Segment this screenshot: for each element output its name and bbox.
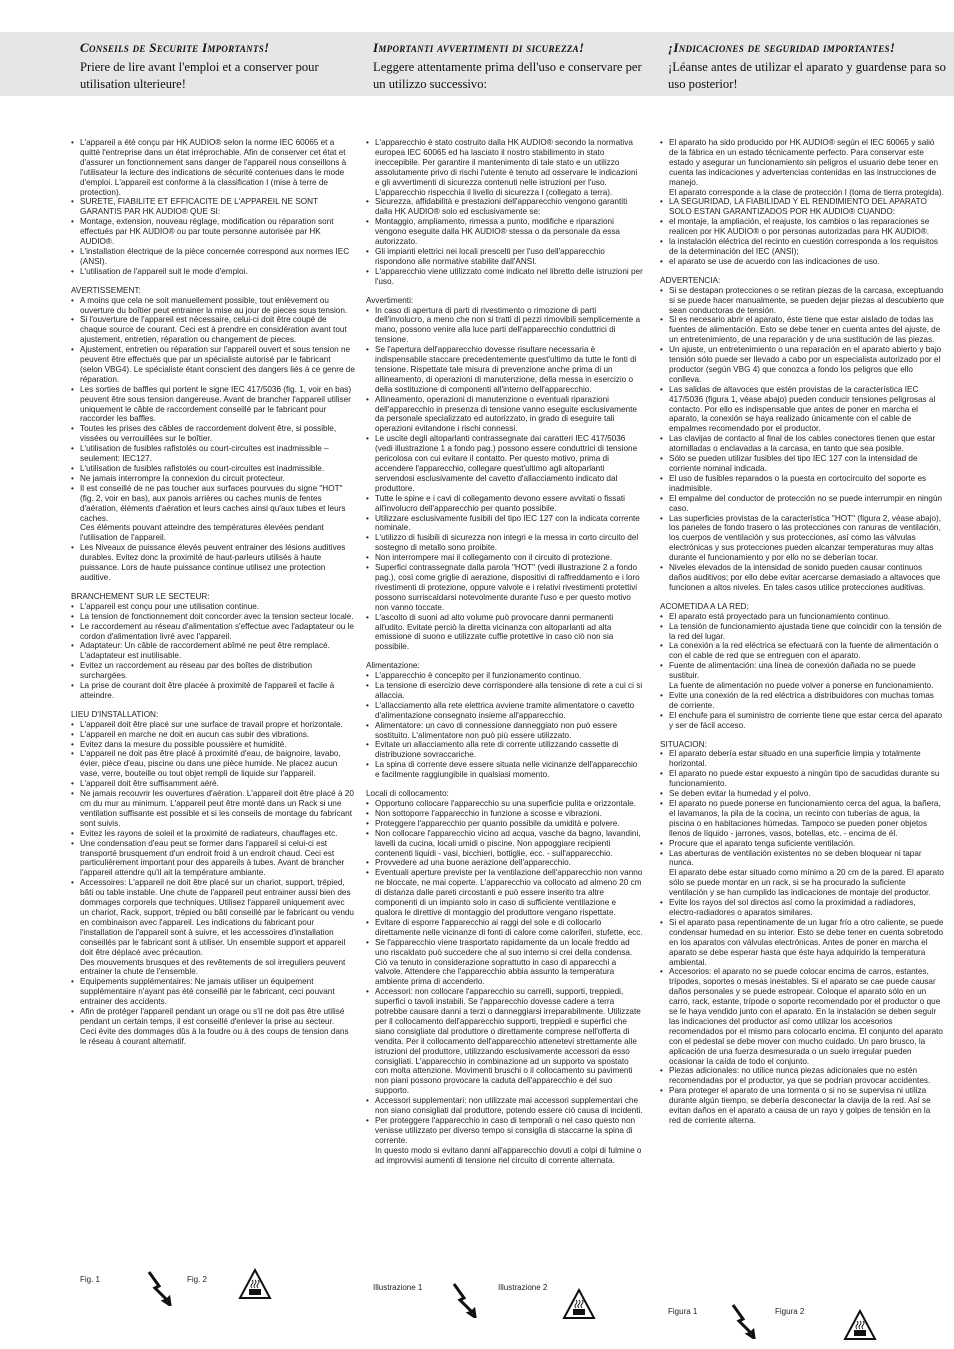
paragraph: • Evitez un raccordement au réseau par des boîtes de distribution surchargées.	[71, 661, 355, 681]
paragraph: • Evitare di esporre l'apparecchio ai raggi del sole e di collocarlo direttamente nelle vicinanze di fonti di calore come caloriferi, stufette, ecc.	[366, 918, 644, 938]
figure-1-label-fr: Fig. 1	[80, 1275, 101, 1284]
paragraph: • L'installation électrique de la pièce concernée correspond aux normes IEC (ANSI).	[71, 247, 355, 267]
paragraph: • Ajustement, entretien ou réparation sur l'appareil ouvert et sous tension ne peuvent être effectués que par un spécialiste autorisé par le fabricant (selon VBG4). Le spécialiste étant conscient des dangers liés à ce genre de réparation.	[71, 345, 355, 385]
paragraph: • Equipements supplémentaires: Ne jamais utiliser un équipement supplémentaire n'ayant pas été conseillé par le fabricant, ceci pouvant entrainer des accidents.	[71, 977, 355, 1007]
paragraph: In questo modo si evitano danni all'apparecchio dovuti a colpi di fulmine o ad improvvisi aumenti di tensione nel circuito di corrente alternata.	[375, 1145, 642, 1165]
paragraph: • Afin de protéger l'appareil pendant un orage ou s'il ne doit pas être utilisé pendant un certain temps, il est conseillé d'enlever la prise au secteur.	[71, 1007, 355, 1027]
paragraph: • Procure que el aparato tenga suficiente ventilación.	[660, 839, 944, 849]
paragraph: • Une condensation d'eau peut se former dans l'appareil si celui-ci est transporté brusquement d'un endroit froid à un endroit chaud. Ceci est particulièrement important pour des appareils à tubes. Avant de brancher l'appareil attendre qu'il ait la température ambiante.	[71, 839, 355, 879]
figure-2-label-es: Figura 2	[775, 1307, 805, 1316]
lightning-bolt-icon	[730, 1303, 756, 1339]
paragraph: • Superfici contrassegnate dalla parola "HOT" (vedi illustrazione 2 a fondo pag.), così come griglie di aerazione, dispositivi di raffreddamento e i loro rivestimenti di protezione, oppure valvole e i relativi rivestimenti protettivi possono surriscaldarsi notevolmente durante l'uso e per questo motivo non vanno toccate.	[366, 563, 644, 613]
lightning-bolt-icon	[146, 1270, 172, 1306]
paragraph: El aparato corresponde a la clase de protección I (toma de tierra protegida).	[669, 187, 944, 197]
section-heading: ACOMETIDA A LA RED:	[660, 601, 749, 611]
section-gap	[71, 277, 355, 286]
paragraph: • SURETE, FIABILITE ET EFFICACITE DE L'APPAREIL NE SONT GARANTIS PAR HK AUDIO® QUE SI:	[71, 197, 355, 217]
paragraph: • Niveles elevados de la intensidad de sonido pueden causar continuos daños auditivos; por ello debe evitar acercarse demasiado a altavoces que funcionen a altos niveles. En tales casos utilice protecciones auditivas.	[660, 563, 944, 593]
paragraph: • La tension de fonctionnement doit concorder avec la tension secteur locale.	[71, 612, 355, 622]
paragraph: • L'utilizzo di fusibili di sicurezza non integri e la messa in corto circuito del sostegno di metallo sono proibite.	[366, 533, 644, 553]
paragraph: • Opportuno collocare l'apparecchio su una superficie pulita e orizzontale.	[366, 799, 644, 809]
section-gap	[366, 287, 644, 296]
section-gap	[660, 593, 944, 602]
section-heading: LIEU D'INSTALLATION:	[71, 709, 159, 719]
paragraph: • L'allacciamento alla rete elettrica avviene tramite alimentatore o cavetto d'alimentazione consegnato insieme all'apparecchio.	[366, 701, 644, 721]
paragraph: • Accesorios: el aparato no se puede colocar encima de carros, estantes, trípodes, soportes o mesas inestables. Si el aparato se cae puede causar daños personales y se puede estropear. Coloque el aparato sólo en un carro, rack, estante, trípode o soporte recomendado por el productor o que se le haya vendido junto con el aparato. En la instalación se deben seguir las indicaciones del productor así como utilizar los accesorios recomendados por el mismo para colocarlo encima. El conjunto del aparato con el pedestal se debe mover con mucho cuidado. Un paro brusco, la aplicación de una fuerza desmesurada o un suelo irregular pueden ocasionar la caída de todo el conjunto.	[660, 967, 944, 1066]
paragraph: • L'appareil doit être suffisamment aéré.	[71, 779, 355, 789]
header-fr	[80, 40, 360, 93]
paragraph: • Montaggio, ampliamento, rimessa a punto, modifiche e riparazioni vengono eseguite dalla HK AUDIO® stessa o da personale da essa autorizzato.	[366, 217, 644, 247]
section-heading: SITUACION:	[660, 739, 707, 749]
paragraph: • Las aberturas de ventilación existentes no se deben bloquear ni tapar nunca.	[660, 849, 944, 869]
hot-surface-warning-icon	[238, 1268, 272, 1300]
section-heading: Alimentazione:	[366, 661, 420, 671]
paragraph: • Non collocare l'apparecchio vicino ad acqua, vasche da bagno, lavandini, lavelli da cucina, locali umidi o piscine. Non appoggiare recipienti contenenti liquidi - vasi, bicchieri, bottiglie, ecc. - sull'apparecchio.	[366, 829, 644, 859]
paragraph: • L'apparecchio è stato costruito dalla HK AUDIO® secondo la normativa europea IEC 60065 ed ha lasciato il nostro stabilimento in stato ineccepibile. Per garantire il mantenimento di tale stato e un utilizzo assolutamente privo di rischi l'utente è tenuto ad osservare le indicazioni e gli avvertimenti di sicurezza contenuti nelle istruzioni per l'uso. L'apparecchio rispecchia il livello di sicurezza I (collegato a terra).	[366, 138, 644, 197]
paragraph: • Sicurezza, affidabilità e prestazioni dell'apparecchio vengono garantiti dalla HK AUDIO® solo ed esclusivamente se:	[366, 197, 644, 217]
paragraph: • L'utilisation de l'appareil suit le mode d'emploi.	[71, 267, 355, 277]
figure-2-label-it: Illustrazione 2	[498, 1283, 548, 1292]
paragraph: • Accessori supplementari: non utilizzate mai accessori supplementari che non siano consigliati dal produttore, potendo essere ciò causa di incidenti.	[366, 1096, 644, 1116]
paragraph: • Si l'ouverture de l'appareil est nécessaire, celui-ci doit être coupé de chaque source de courant. Ceci est à prendre en considération avant tout ajustement, entretien, réparation ou changement de pieces.	[71, 315, 355, 345]
paragraph: • Si el aparato pasa repentinamente de un lugar frío a otro caliente, se puede condensar humedad en su interior. Esto se debe tener en cuenta sobretodo en los aparatos con válvulas electrónicas. Antes de poner en marcha el aparato se debe esperar hasta que éste haya adquirido la temperatura ambiental.	[660, 918, 944, 968]
paragraph: • Evite los rayos del sol directos así como la proximidad a radiadores, electro-radiadores o aparatos similares.	[660, 898, 944, 918]
paragraph: • La spina di corrente deve essere situata nelle vicinanze dell'apparecchio e facilmente raggiungibile in qualsiasi momento.	[366, 760, 644, 780]
paragraph: • L'utilisation de fusibles rafistolés ou court-circuites est inadmissible – seulement: IEC127.	[71, 444, 355, 464]
hot-surface-warning-icon	[562, 1288, 596, 1320]
subtitle-es: ¡Léanse antes de utilizar el aparato y guardense para so uso posterior!	[668, 60, 946, 91]
paragraph: • Utilizzare esclusivamente fusibili del tipo IEC 127 con la indicata corrente nominale.	[366, 514, 644, 534]
title-fr: Conseils de Securite Importants!	[80, 40, 270, 55]
paragraph: • Se deben evitar la humedad y el polvo.	[660, 789, 944, 799]
paragraph: La fuente de alimentación no puede volver a ponerse en funcionamiento.	[669, 681, 934, 691]
paragraph: • Evitez dans la mesure du possible poussière et humidité.	[71, 740, 355, 750]
column-french	[71, 138, 355, 1047]
paragraph: • El aparato no puede ponerse en funcionamiento cerca del agua, la bañera, el lavamanos, la pila de la cocina, un recinto con tuberías de agua, la piscina o en habitaciones húmedas. Tampoco se pueden poner objetos llenos de líquido - jarrones, vasos, botellas, etc. - encima de él.	[660, 799, 944, 839]
paragraph: • Para proteger el aparato de una tormenta o si no se supervisa ni utiliza durante algún tiempo, se debería desconectar la clavija de la red. Así se evitan daños en el aparato a causa de un rayo y golpes de tensión en la red de corriente alterna.	[660, 1086, 944, 1126]
paragraph: • Il est conseillé de ne pas toucher aux surfaces pourvues du signe "HOT" (fig. 2, voir en bas), aux panois arrières ou caches munis de fentes d'aération, éléments d'aération et leurs caches ainsi qu'aux tubes et leurs caches.	[71, 484, 355, 524]
paragraph: • Las clavijas de contacto al final de los cables conectores tienen que estar atornilladas o enclavadas a la carcasa, en tanto que sea posible.	[660, 434, 944, 454]
paragraph: • L'utilisation de fusibles rafistolés ou court-circuites est inadmissible.	[71, 464, 355, 474]
paragraph: • A moins que cela ne soit manuellement possible, tout enlèvement ou ouverture du boîtier peut entrainer la mise au jour de pieces sous tension.	[71, 296, 355, 316]
section-gap	[366, 652, 644, 661]
paragraph: • Sólo se pueden utilizar fusibles del tipo IEC 127 con la intensidad de corriente nominal indicada.	[660, 454, 944, 474]
paragraph: • Se l'apparecchio viene trasportato rapidamente da un locale freddo ad uno riscaldato può succedere che al suo interno si crei della condensa. Ciò va tenuto in considerazione soprattutto in caso di apparecchi a valvole. Attendere che l'apparecchio abbia assunto la temperatura ambiente prima di accenderlo.	[366, 938, 644, 988]
paragraph: • Adaptateur: Un câble de raccordement abîmé ne peut être remplacé. L'adaptateur est inutilisable.	[71, 641, 355, 661]
section-heading: AVERTISSEMENT:	[71, 285, 141, 295]
column-spanish	[660, 138, 944, 1126]
paragraph: • Non sottoporre l'apparecchio in funzione a scosse e vibrazioni.	[366, 809, 644, 819]
header-it	[373, 40, 653, 93]
paragraph: • Per proteggere l'apparecchio in caso di temporali o nel caso questo non venisse utilizzato per diverso tempo si consiglia di staccarne la spina di corrente.	[366, 1116, 644, 1146]
paragraph: • Tutte le spine e i cavi di collegamento devono essere avvitati o fissati all'involucro dell'apparecchio per quanto possibile.	[366, 494, 644, 514]
paragraph: • La prise de courant doit être placée à proximité de l'appareil et facile à atteindre.	[71, 681, 355, 701]
paragraph: • Non interrompere mai il collegamento con il circuito di protezione.	[366, 553, 644, 563]
paragraph: • LA SEGURIDAD, LA FIABILIDAD Y EL RENDIMIENTO DEL APARATO SOLO ESTAN GARANTIZADOS POR HK AUDIO® CUANDO:	[660, 197, 944, 217]
section-heading: BRANCHEMENT SUR LE SECTEUR:	[71, 591, 210, 601]
section-heading: Avvertimenti:	[366, 295, 414, 305]
paragraph: • L'appareil en marche ne doit en aucun cas subir des vibrations.	[71, 730, 355, 740]
paragraph: • Si es necesario abrir el aparato, éste tiene que estar aislado de todas las fuentes de alimentación. Esto se debe tener en cuenta antes del ajuste, de un entretenimiento, de una reparación y de una sustitución de las piezas.	[660, 315, 944, 345]
lightning-bolt-icon	[451, 1282, 477, 1318]
paragraph: • Evite una conexión de la red eléctrica a distribuidores con muchas tomas de corriente.	[660, 691, 944, 711]
paragraph: • Las superficies provistas de la característica "HOT" (figura 2, véase abajo), los paneles de fondo trasero o las protecciones con ranuras de ventilación, los cuerpos de ventilación y sus protecciones, así como las válvulas electrónicas y sus protecciones pueden alcanzar temperaturas muy altas durante el funcionamiento y por ello no se deberían tocar.	[660, 514, 944, 564]
title-es: ¡Indicaciones de seguridad importantes!	[668, 40, 896, 55]
paragraph: • El aparato no puede estar expuesto a ningún tipo de sacudidas durante su funcionamiento.	[660, 769, 944, 789]
paragraph: • El empalme del conductor de protección no se puede interrumpir en ningún caso.	[660, 494, 944, 514]
paragraph: • Les Niveaux de puissance élevés peuvent entrainer des lésions auditives durables. Evitez donc la proximité de haut-parleurs utilisés à haute puissance. Lors de haute puissance continue utilisez une protection auditive.	[71, 543, 355, 583]
paragraph: Ceci évite des dommages dûs à la foudre ou à des coups de tension dans le réseau à courant alternatif.	[80, 1026, 349, 1046]
paragraph: • La tensione di esercizio deve corrispondere alla tensione di rete a cui ci si allaccia.	[366, 681, 644, 701]
paragraph: • El aparato está proyectado para un funcionamiento continuo.	[660, 612, 944, 622]
column-italian	[366, 138, 644, 1166]
paragraph: • Toutes les prises des câbles de raccordement doivent être, si possible, vissées ou verrouillées sur le boîtier.	[71, 424, 355, 444]
paragraph: • Evitez les rayons de soleil et la proximité de radiateurs, chauffages etc.	[71, 829, 355, 839]
section-gap	[660, 731, 944, 740]
paragraph: • el montaje, la ampliación, el reajuste, los cambios o las reparaciones se realicen por HK AUDIO® o por personas autorizadas para HK AUDIO®.	[660, 217, 944, 237]
paragraph: • Un ajuste, un entretenimiento o una reparación en el aparato abierto y bajo tensión sólo puede ser llevado a cabo por un especialista autorizado por el productor (según VBG 4) que conozca a fondo los peligros que ello conlleva.	[660, 345, 944, 385]
paragraph: • Les sorties de baffles qui portent le signe IEC 417/5036 (fig. 1, voir en bas) peuvent être sous tension dangereuse. Avant de brancher l'appareil utiliser uniquement le câble de raccordement conseillé par le fabricant pour raccorder les baffles.	[71, 385, 355, 425]
paragraph: Ces éléments pouvant atteindre des températures élevées pendant l'utilisation de l'appareil.	[80, 523, 324, 543]
paragraph: • L'appareil a été conçu par HK AUDIO® selon la norme IEC 60065 et a quitté l'entreprise dans un état irréprochable. Afin de conserver cet état et d'assurer un fonctionnement sans danger de l'appareil nous conseillons à l'utilisateur la lecture des indications de sécurité contenues dans le mode d'emploi. L'appareil est conforme à la classification I (mise à terre de protection).	[71, 138, 355, 197]
paragraph: • L'appareil ne doit pas être placé à proximité d'eau, de baignoire, lavabo, évier, pièce d'eau, piscine ou dans une pièce humide. Ne placez aucun vase, verre, bouteille ou tout objet rempli de liquide sur l'appareil.	[71, 749, 355, 779]
paragraph: • Montage, extension, nouveau réglage, modification ou réparation sont effectués par HK AUDIO® ou par toute personne autorisée par HK AUDIO®.	[71, 217, 355, 247]
paragraph: • Provvedere ad una buone aerazione dell'apparecchio.	[366, 858, 644, 868]
paragraph: • L'ascolto di suoni ad alto volume può provocare danni permanenti all'udito. Evitate perciò la diretta vicinanza con altoparlanti ad alta emissione di suono e utilizzate cuffie protettive in caso ciò non sia possibile.	[366, 613, 644, 653]
paragraph: • Fuente de alimentación: una línea de conexión dañada no se puede sustituir.	[660, 661, 944, 681]
paragraph: • el aparato se use de acuerdo con las indicaciones de uso.	[660, 257, 944, 267]
figure-1-label-it: Illustrazione 1	[373, 1283, 423, 1292]
paragraph: • Piezas adicionales: no utilice nunca piezas adicionales que no estén recomendadas por el productor, ya que se podrían provocar accidentes.	[660, 1066, 944, 1086]
paragraph: • Ne jamais interrompre la connexion du circuit protecteur.	[71, 474, 355, 484]
section-heading: ADVERTENCIA:	[660, 275, 721, 285]
figure-1-label-es: Figura 1	[668, 1307, 698, 1316]
section-gap	[660, 267, 944, 276]
paragraph: • Si se destapan protecciones o se retiran piezas de la carcasa, exceptuando si se puede hacer manualmente, se pueden dejar piezas al descubierto que sean conductoras de tensión.	[660, 286, 944, 316]
header-es	[668, 40, 948, 93]
section-gap	[71, 701, 355, 710]
subtitle-it: Leggere attentamente prima dell'uso e conservare per un utilizzo successivo:	[373, 60, 642, 91]
paragraph: • Le uscite degli altoparlanti contrassegnate dai caratteri IEC 417/5036 (vedi illustrazione 1 a fondo pag.) possono essere conduttrici di tensione pericolosa con cui evitare il contatto. Per questo motivo, prima di accendere l'apparecchio, collegare quest'ultimo agli altoparlanti servendosi esclusivamente del cavetto d'allacciamento indicato dal produttore.	[366, 434, 644, 493]
figure-2-label-fr: Fig. 2	[187, 1275, 208, 1284]
section-gap	[366, 780, 644, 789]
paragraph: • Alimentatore: un cavo di connessione danneggiato non può essere sostituito. L'alimentatore non può più essere utilizzato.	[366, 721, 644, 741]
paragraph: • El uso de fusibles reparados o la puesta en cortocircuito del soporte es inadmisible.	[660, 474, 944, 494]
paragraph: Des mouvements brusques et des revêtements de sol irreguliers peuvent entrainer la chute de l'ensemble.	[80, 957, 346, 977]
paragraph: • Allineamento, operazioni di manutenzione o eventuali riparazioni dell'apparecchio in presenza di tensione vanno eseguite esclusivamente da personale specializzato ed autorizzato, in grado di eseguire tali operazioni evitandone i rischi connessi.	[366, 395, 644, 435]
paragraph: • La conexión a la red eléctrica se efectuará con la fuente de alimentación o con el cable de red que se entreguen con el aparato.	[660, 641, 944, 661]
paragraph: • In caso di apertura di parti di rivestimento o rimozione di parti dell'involucro, a meno che non si tratti di pezzi rimovibili semplicemente a mano, possono venire alla luce parti dell'apparecchio conduttrici di tensione.	[366, 306, 644, 346]
paragraph: • Gli impianti elettrici nei locali prescelti per l'uso dell'apparecchio rispondono alle normative stabilite dall'ANSI.	[366, 247, 644, 267]
paragraph: • L'appareil doit être placé sur une surface de travail propre et horizontale.	[71, 720, 355, 730]
paragraph: • Accessori: non collocare l'apparecchio su carrelli, supporti, treppiedi, superfici o tavoli instabili. Se l'apparecchio dovesse cadere a terra potrebbe causare danni a terzi o danneggiarsi irreparabilmente. Utilizzate per il collocamento dell'apparecchio supporti, treppiedi e superfici che siano consigliate dal produttore o direttamente comprese nell'offerta di vendita. Per il collocamento dell'apparecchio attenetevi strettamente alle istruzioni del produttore, utilizzando esclusivamente accessori da esso consigliati. L'apparecchio in combinazione ad un supporto va spostato con molta attenzione. Movimenti bruschi o il collocamento su pavimenti non piani possono provocare la caduta dell'apparecchio e del suo supporto.	[366, 987, 644, 1096]
paragraph: • El aparato debería estar situado en una superficie limpia y totalmente horizontal.	[660, 749, 944, 769]
paragraph: • Evitate un allacciamento alla rete di corrente utilizzando cassette di distribuzione sovraccariche.	[366, 740, 644, 760]
title-it: Importanti avvertimenti di sicurezza!	[373, 40, 585, 55]
paragraph: • El aparato ha sido producido por HK AUDIO® según el IEC 60065 y salió de la fábrica en un estado técnicamente perfecto. Para conservar este estado y asegurar un funcionamiento sin peligros el usuario debe tener en cuenta las indicaciones y advertencias contenidas en las instrucciones de manejo.	[660, 138, 944, 188]
paragraph: • la instalación eléctrica del recinto en cuestión corresponda a los requisitos de la determinación del IEC (ANSI);	[660, 237, 944, 257]
subtitle-fr: Priere de lire avant l'emploi et a conserver pour utilisation ulterieure!	[80, 60, 319, 91]
paragraph: • Le raccordement au réseau d'alimentation s'effectue avec l'adaptateur ou le cordon d'alimentation livré avec l'appareil.	[71, 622, 355, 642]
paragraph: • Se l'apertura dell'apparecchio dovesse risultare necessaria è indispensabile staccare precedentemente quest'ultimo da tutte le fonti di tensione. Rispettate tale misura di prevenzione anche prima di un allineamento, di operazioni di manutenzione, della messa in esercizio o della sostituzione di componenti all'interno dell'apparecchio.	[366, 345, 644, 395]
paragraph: • Accessoires: L'appareil ne doit être placé sur un chariot, support, trépied, bâti ou table instable. Une chute de l'appareil peut entrainer aussi bien des dommages corporels que techniques. Utilisez l'appareil uniquement avec un chariot, Rack, support, trépied ou bâti conseillé par le fabricant ou vendu en combinaison avec l'appareil. Les indications du fabricant pour l'installation de l'appareil sont à suivre, et les accessoires d'installation conseillés par le fabricant sont à utiliser. Un ensemble support et appareil doit être déplacé avec précaution.	[71, 878, 355, 957]
section-heading: Locali di collocamento:	[366, 789, 449, 799]
paragraph: El aparato debe estar situado como mínimo a 20 cm de la pared. El aparato sólo se puede montar en un rack, si se ha procurado la suficiente ventilación y se han cumplido las indicaciones de montaje del productor.	[669, 868, 944, 898]
paragraph: • Ne jamais recouvrir les ouvertures d'aération. L'appareil doit être placé à 20 cm du mur au minimum. L'appareil peut être monté dans un Rack si une ventilation suffisante est possible et si les conseils de montage du fabricant sont suivis.	[71, 789, 355, 829]
paragraph: • El enchufe para el suministro de corriente tiene que estar cerca del aparato y ser de fácil acceso.	[660, 711, 944, 731]
paragraph: • La tensión de funcionamiento ajustada tiene que coincidir con la tensión de la red del lugar.	[660, 622, 944, 642]
paragraph: • Proteggere l'apparecchio per quanto possibile da umidità e polvere.	[366, 819, 644, 829]
paragraph: • L'appareil est conçu pour une utilisation continue.	[71, 602, 355, 612]
paragraph: • Eventuali aperture previste per la ventilazione dell'apparecchio non vanno ne bloccate, ne mai coperte. L'apparecchio va collocato ad almeno 20 cm di distanza dalle pareti circostanti e può essere inserito tra altre componenti di un impianto solo in caso di sufficiente ventilazione e qualora le direttive di montaggio del produttore vengano rispettate.	[366, 868, 644, 918]
hot-surface-warning-icon	[843, 1309, 877, 1341]
paragraph: • L'apparecchio è concepito per il funzionamento continuo.	[366, 671, 644, 681]
paragraph: • L'apparecchio viene utilizzato come indicato nel libretto delle istruzioni per l'uso.	[366, 267, 644, 287]
paragraph: • Las salidas de altavoces que estén provistas de la característica IEC 417/5036 (figura 1, véase abajo) pueden conducir tensiones peligrosas al contacto. Por ello es indispensable que antes de poner en marcha el aparato, la conexión se haya realizado únicamente con el cable de empalmes recomendado por el productor.	[660, 385, 944, 435]
section-gap	[71, 583, 355, 592]
